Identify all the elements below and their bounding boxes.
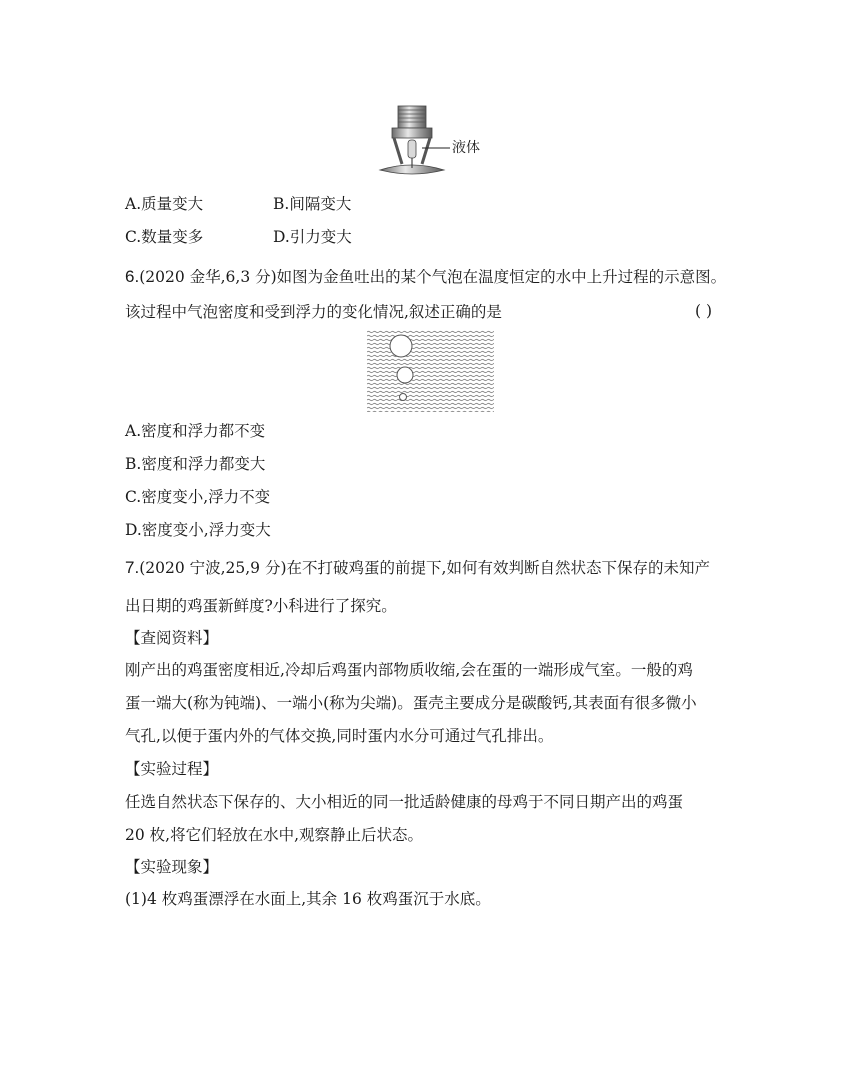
procedure-line-2: 20 枚,将它们轻放在水中,观察静止后状态。 <box>125 826 424 844</box>
q7-stem-text: 在不打破鸡蛋的前提下,如何有效判断自然状态下保存的未知产 <box>286 559 710 577</box>
large-bubble <box>390 335 412 357</box>
q6-stem-line2: 该过程中气泡密度和受到浮力的变化情况,叙述正确的是 <box>125 303 502 321</box>
q6-option-c: C.密度变小,浮力不变 <box>125 488 271 506</box>
q6-answer-blank: ( ) <box>695 302 713 320</box>
q7-stem-line2: 出日期的鸡蛋新鲜度?小科进行了探究。 <box>125 597 397 615</box>
q6-number: 6. <box>125 267 140 286</box>
q5-option-a: A.质量变大 <box>125 195 204 213</box>
references-line-1: 刚产出的鸡蛋密度相近,冷却后鸡蛋内部物质收缩,会在蛋的一端形成气室。一般的鸡 <box>125 661 693 679</box>
figure-liquid-label: 液体 <box>452 140 480 156</box>
q6-source: (2020 金华,6,3 分) <box>139 268 277 286</box>
procedure-line-1: 任选自然状态下保存的、大小相近的同一批适龄健康的母鸡于不同日期产出的鸡蛋 <box>125 793 684 811</box>
q6-option-b: B.密度和浮力都变大 <box>125 455 266 473</box>
section-title-observations: 【实验现象】 <box>125 858 219 876</box>
bubble-figure <box>367 330 494 412</box>
small-bubble <box>400 394 407 401</box>
water-area <box>367 330 494 412</box>
references-line-3: 气孔,以便于蛋内外的气体交换,同时蛋内水分可通过气孔排出。 <box>125 727 554 745</box>
observation-line-1: (1)4 枚鸡蛋漂浮在水面上,其余 16 枚鸡蛋沉于水底。 <box>125 890 491 908</box>
q7-source: (2020 宁波,25,9 分) <box>139 559 287 577</box>
section-title-procedure: 【实验过程】 <box>125 760 219 778</box>
section-title-references: 【查阅资料】 <box>125 629 219 647</box>
q5-option-d: D.引力变大 <box>273 228 352 246</box>
q5-option-c: C.数量变多 <box>125 228 204 246</box>
q6-stem-text: 如图为金鱼吐出的某个气泡在温度恒定的水中上升过程的示意图。 <box>276 268 727 286</box>
q5-option-b: B.间隔变大 <box>273 195 352 213</box>
q6-option-a: A.密度和浮力都不变 <box>125 422 266 440</box>
q6-option-d: D.密度变小,浮力变大 <box>125 521 271 539</box>
medium-bubble <box>397 367 413 383</box>
q6-stem-line1 <box>125 267 726 287</box>
q7-stem-line1 <box>125 558 710 578</box>
references-line-2: 蛋一端大(称为钝端)、一端小(称为尖端)。蛋壳主要成分是碳酸钙,其表面有很多微小 <box>125 694 697 712</box>
q7-number: 7. <box>125 558 140 577</box>
